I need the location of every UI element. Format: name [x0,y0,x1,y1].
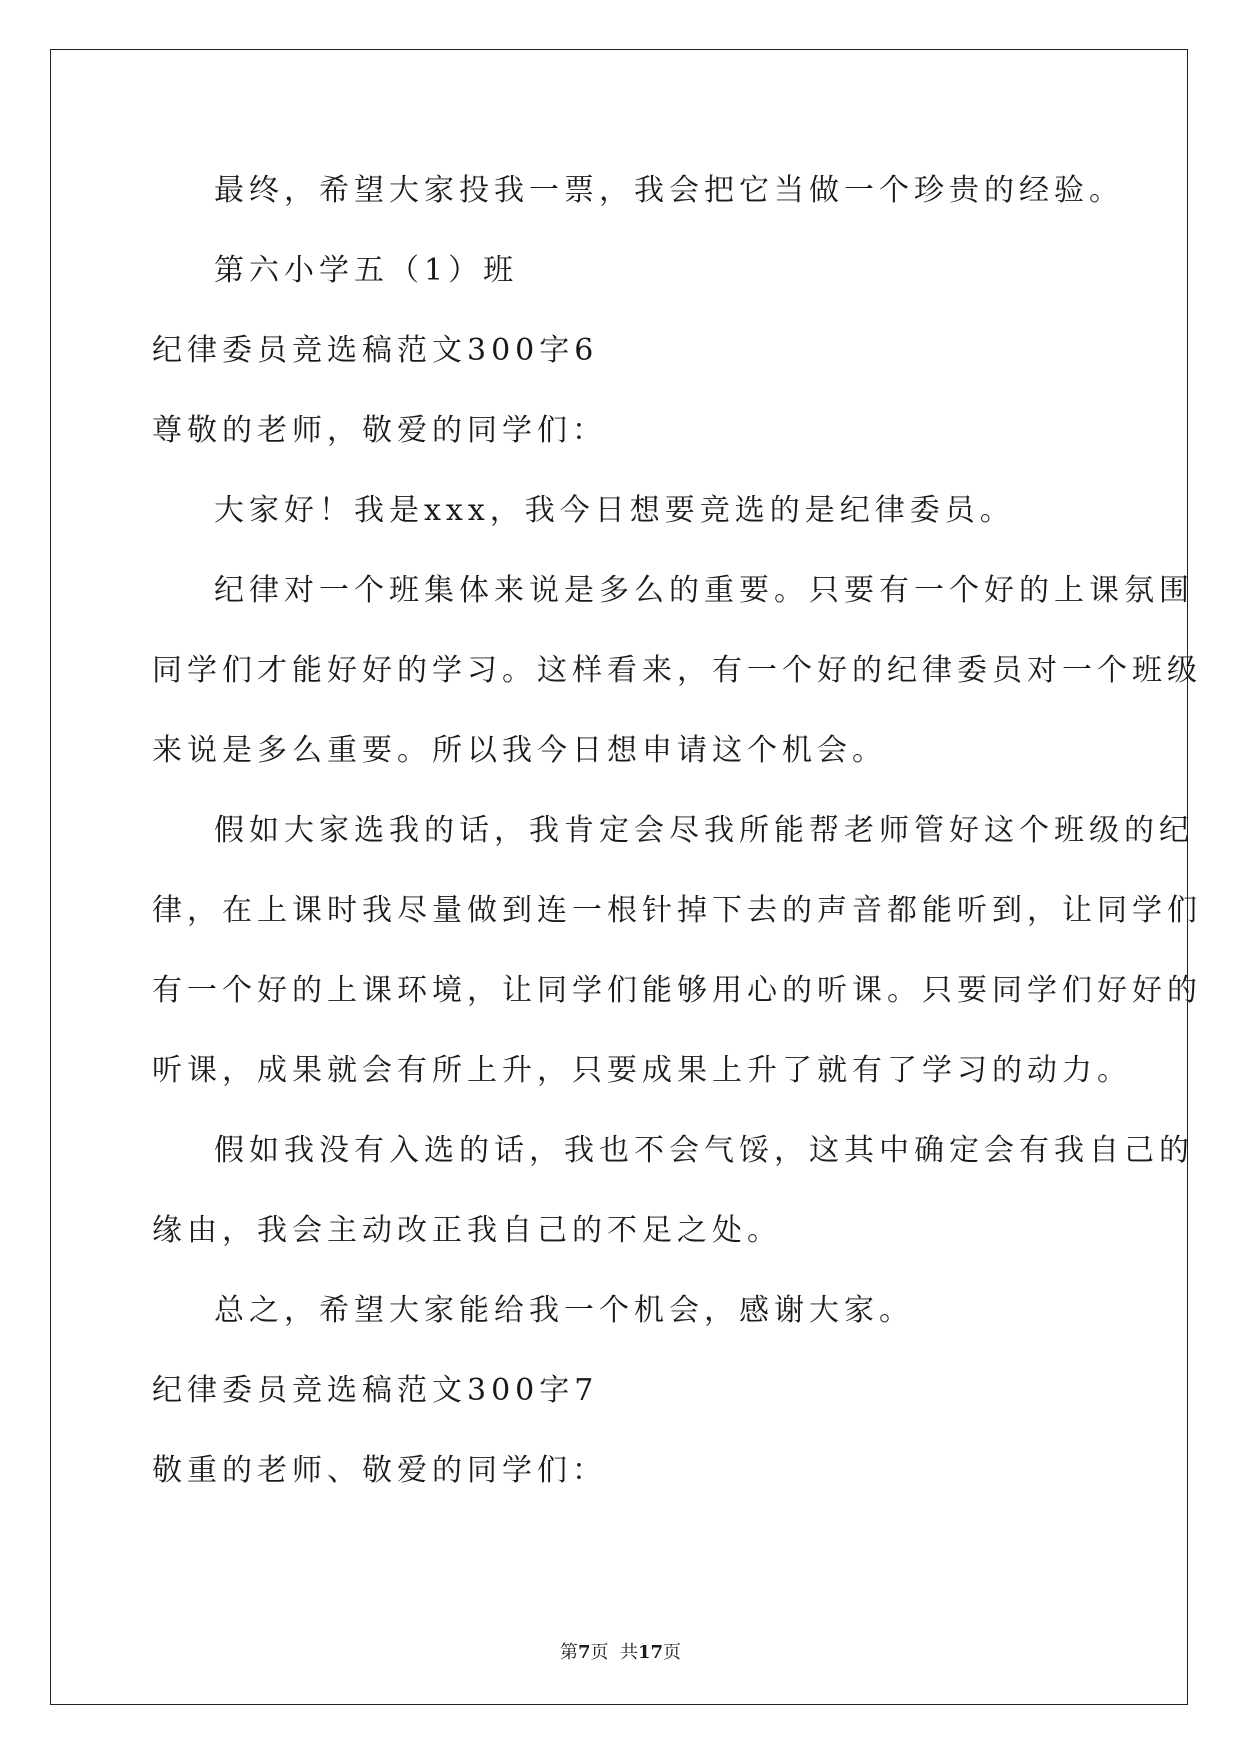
page-mid: 页 共 [590,1642,638,1663]
salutation: 尊敬的老师，敬爱的同学们： [152,413,607,448]
paragraph-line: 有一个好的上课环境，让同学们能够用心的听课。只要同学们好好的 [152,973,1202,1008]
paragraph-line: 假如我没有入选的话，我也不会气馁，这其中确定会有我自己的 [214,1133,1194,1168]
paragraph-line: 最终，希望大家投我一票，我会把它当做一个珍贵的经验。 [214,173,1124,208]
paragraph-line: 第六小学五（1）班 [214,253,519,288]
section-heading: 纪律委员竞选稿范文300字7 [152,1373,599,1408]
paragraph-line: 总之，希望大家能给我一个机会，感谢大家。 [214,1293,914,1328]
paragraph-line: 来说是多么重要。所以我今日想申请这个机会。 [152,733,887,768]
paragraph-line: 听课，成果就会有所上升，只要成果上升了就有了学习的动力。 [152,1053,1132,1088]
page-suffix: 页 [663,1642,682,1663]
page-footer [0,1641,1241,1665]
paragraph-line: 同学们才能好好的学习。这样看来，有一个好的纪律委员对一个班级 [152,653,1202,688]
section-heading: 纪律委员竞选稿范文300字6 [152,333,599,368]
paragraph-line: 纪律对一个班集体来说是多么的重要。只要有一个好的上课氛围 [214,573,1194,608]
current-page-number: 7 [577,1642,591,1663]
page-prefix: 第 [559,1642,578,1663]
paragraph-line: 律，在上课时我尽量做到连一根针掉下去的声音都能听到，让同学们 [152,893,1202,928]
paragraph-line: 大家好！我是xxx，我今日想要竞选的是纪律委员。 [214,493,1015,528]
paragraph-line: 缘由，我会主动改正我自己的不足之处。 [152,1213,782,1248]
paragraph-line: 假如大家选我的话，我肯定会尽我所能帮老师管好这个班级的纪 [214,813,1194,848]
salutation: 敬重的老师、敬爱的同学们： [152,1453,607,1488]
total-page-number: 17 [637,1642,664,1663]
